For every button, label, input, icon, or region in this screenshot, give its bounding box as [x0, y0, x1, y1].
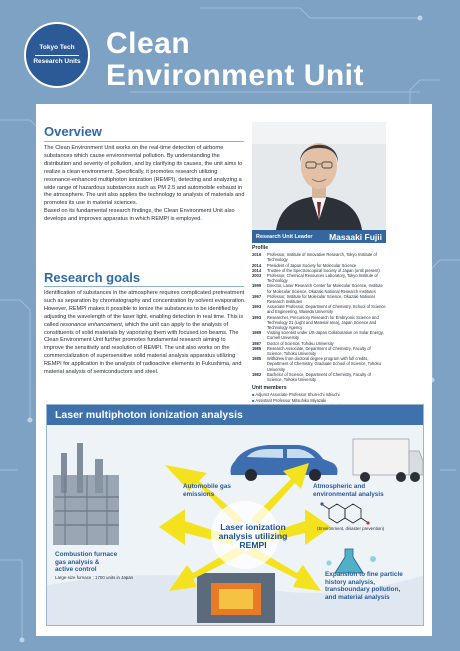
unit-member-name: Assistant Professor Mitsuhiko Miyazaki: [255, 397, 327, 403]
research-goals-text-2: , which the unit can apply to the analysis of constituents of solid materials by vaporizing them with focused ion beams. The Clean Environment Unit further promotes fundamental research aiming to improve the sensitivity and resolution of REMPI. The unit also works on the commercialization of supersensitive solid material analysis apparatus utilizing REMPI for application in the analysis of radioactive elements in Fukushima, and material analysis of semiconductors and steel.: [44, 321, 242, 376]
unit-member-name: Adjunct Associate Professor Shun-ichi Ishiuchi: [255, 392, 340, 398]
research-goals-emphasis: resonance enhancement: [60, 321, 122, 328]
profile-year: 2003: [252, 273, 262, 279]
profile-year: 1999: [252, 283, 262, 289]
leader-portrait: [252, 122, 386, 230]
auto-emissions-line-1: Automobile gas: [183, 483, 231, 490]
profile-entry: [252, 304, 386, 314]
research-goals-rule: [44, 286, 244, 287]
portrait-image: [252, 122, 386, 230]
leader-name: Masaaki Fujii: [329, 231, 382, 242]
profile-text: Doctor of Science, Tohoku University: [267, 340, 334, 346]
combustion-line-1: Combustion furnace: [55, 551, 118, 558]
profile-list: [252, 252, 386, 382]
research-goals-text-1: Identification of substances in the atmosphere requires complicated pretreatment such as separation by chromatography and concentration by solvent evaporation. However, REMPI makes it possible to ionize the substances to be identified by adjusting the wavelength of the laser light, enabling detection in real time. This is called: [44, 290, 246, 328]
profile-year: 2016: [252, 252, 262, 258]
atmospheric-line-1: Atmospheric and: [313, 483, 366, 490]
expansion-line-4: and material analysis: [325, 593, 390, 601]
leader-role: Research Unit Leader: [256, 233, 313, 240]
profile-entry: [252, 372, 386, 382]
profile-text: Professor, Institute for Molecular Science, Okazaki National Research Institutes: [267, 293, 375, 305]
center-label-line-3: REMPI: [239, 540, 267, 551]
research-goals-heading: Research goals: [44, 270, 141, 285]
profile-entry: [252, 294, 386, 304]
profile-entry: [252, 356, 386, 372]
profile-text: Director, Laser Research Center for Molecular Science, Institute for Molecular Science, Okazaki National Research Institutes: [267, 283, 383, 294]
laser-analysis-heading: Laser multiphoton ionization analysis: [47, 405, 424, 425]
profile-text: Withdrew from doctoral degree program with full credits, Department of Chemistry, Graduate School of Science, Tohoku University: [267, 356, 381, 372]
profile-year: 2014: [252, 267, 262, 273]
profile-entry: [252, 252, 386, 262]
profile-entry: [252, 346, 386, 356]
page-title: [106, 28, 364, 92]
badge-line-1: Tokyo Tech: [39, 44, 75, 52]
furnace-illustration: [197, 573, 275, 623]
profile-block: [252, 246, 386, 408]
title-line-1: Clean: [106, 27, 191, 60]
center-label-line-2: analysis utilizing: [218, 531, 288, 542]
profile-text: Professor, Institute of Innovative Research, Tokyo Institute of Technology: [267, 252, 377, 263]
center-label: [197, 523, 309, 551]
atmospheric-label: [313, 483, 384, 498]
profile-year: 2014: [252, 262, 262, 268]
expansion-label: [325, 571, 403, 601]
auto-emissions-label: [183, 483, 231, 498]
profile-text: Research Associate, Department of Chemistry, Faculty of Science, Tohoku University: [267, 345, 371, 357]
profile-entry: [252, 273, 386, 283]
atmospheric-sub: (Environment, disaster prevention): [317, 526, 385, 531]
profile-year: 1985: [252, 356, 262, 362]
profile-year: 1997: [252, 293, 262, 299]
overview-paragraph-1: The Clean Environment Unit works on the real-time detection of airborne substances which cause environmental pollution. By understanding the distribution and severity of pollution, and by clarifying its causes, the unit aims to realize a clean environment. Specifically, it promotes research utilizing resonance-enhanced multiphoton ionization (REMPI), detecting and analyzing a wide range of hazardous substances such as PM 2.5 and automobile exhaust in the atmosphere. The unit also applies the technology to analysis of materials and promotes its use in material sciences.: [44, 145, 245, 207]
badge-line-2: Research Units: [33, 57, 81, 65]
bullet-icon: ■: [252, 392, 256, 398]
profile-text: Professor, Chemical Resources Laboratory, Tokyo Institute of Technology: [267, 273, 378, 284]
profile-entry: [252, 283, 386, 293]
overview-paragraph-2: Based on its fundamental research findings, the Clean Environment Unit also develops and improves apparatus in which REMPI is employed.: [44, 208, 235, 223]
profile-year: 1985: [252, 345, 262, 351]
expansion-line-3: transboundary pollution,: [325, 586, 401, 594]
unit-members-heading: Unit members: [252, 385, 287, 392]
profile-year: 1982: [252, 371, 262, 377]
bullet-icon: ■: [252, 397, 256, 403]
combustion-line-3: active control: [55, 566, 97, 574]
profile-entry: [252, 315, 386, 331]
profile-year: 1993: [252, 304, 262, 310]
tokyo-tech-badge: [24, 22, 90, 88]
profile-text: Trustee of the Spectroscopical Society of Japan (until present): [267, 267, 380, 273]
profile-heading: Profile: [252, 245, 269, 251]
combustion-sub: Large-size furnace : 1700 units in Japan: [55, 575, 134, 580]
overview-rule: [44, 141, 244, 142]
profile-entry: [252, 330, 386, 340]
profile-text: Associate Professor, Department of Chemistry, School of Science and Engineering, Waseda University: [267, 304, 386, 315]
combustion-line-2: gas analysis &: [55, 558, 100, 566]
expansion-line-1: Expansion to fine particle: [325, 571, 403, 578]
research-goals-body: [44, 290, 246, 377]
profile-year: 1989: [252, 330, 262, 336]
profile-text: Bachelor of Science, Department of Chemistry, Faculty of Science, Tohoku University: [267, 371, 371, 383]
atmospheric-line-2: environmental analysis: [313, 490, 384, 498]
leader-bar: [252, 230, 386, 243]
overview-body: [44, 145, 246, 224]
profile-text: President of Japan Society for Molecular Science: [267, 262, 357, 268]
title-line-2: Environment Unit: [106, 59, 365, 92]
badge-divider: [35, 55, 79, 56]
laser-analysis-panel: [46, 404, 424, 626]
profile-year: 1993: [252, 314, 262, 320]
expansion-line-2: history analysis,: [325, 578, 376, 586]
center-label-line-1: Laser ionization: [220, 522, 286, 532]
auto-emissions-line-2: emissions: [183, 490, 215, 498]
combustion-label: [55, 551, 117, 574]
profile-text: Visiting scientist under US-Japan Collaboration on Solar Energy, Cornell University: [267, 330, 384, 341]
profile-text: Researcher, Precursory Research for Embryonic Science and Technology 21 (Light and Material area), Japan Science and Technology Agency: [267, 314, 379, 331]
profile-year: 1987: [252, 340, 262, 346]
overview-heading: Overview: [44, 124, 102, 139]
